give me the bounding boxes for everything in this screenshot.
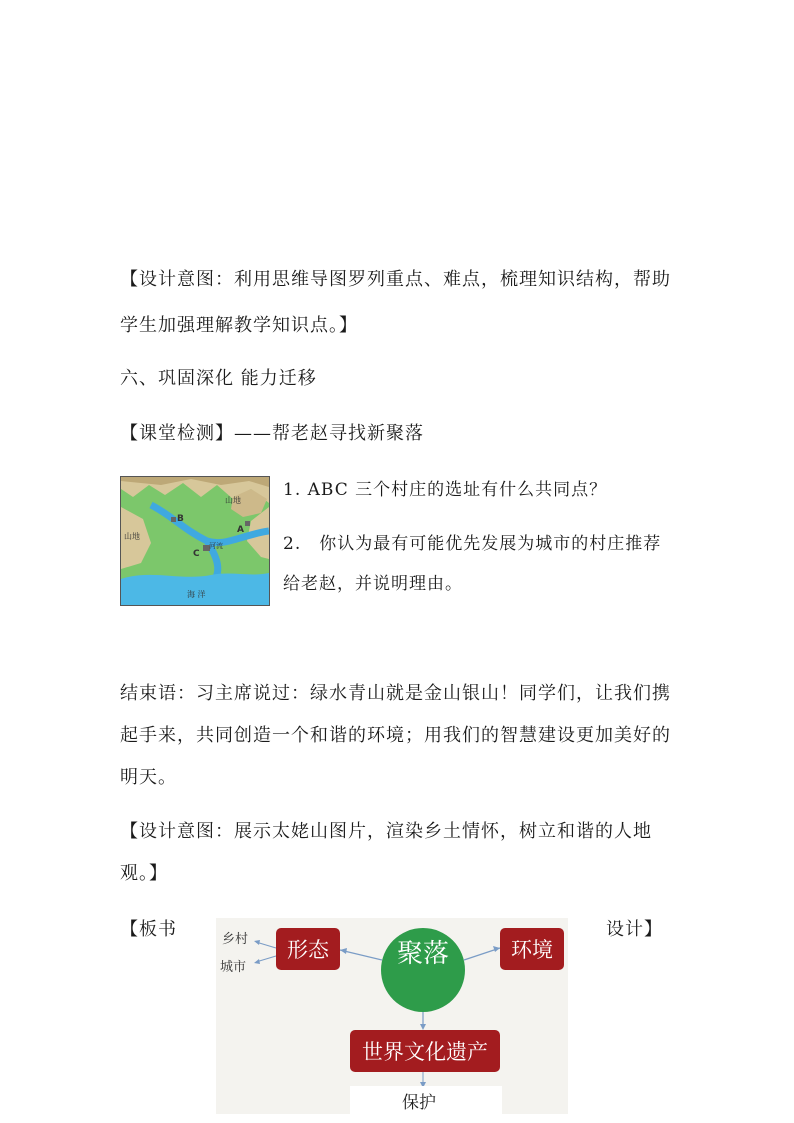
- board-mindmap: [216, 918, 568, 1114]
- map-label-ocean: 海 洋: [187, 590, 206, 599]
- village-map-image: [120, 476, 270, 606]
- leaf-city: 城市: [220, 960, 247, 975]
- closing-line-2: 起手来，共同创造一个和谐的环境；用我们的智慧建设更加美好的: [120, 725, 671, 746]
- node-environment: 环境: [500, 928, 564, 970]
- design-intent-line-1: 【设计意图：利用思维导图罗列重点、难点，梳理知识结构，帮助: [120, 269, 671, 290]
- design-intent-line-2: 学生加强理解教学知识点。】: [120, 315, 358, 336]
- map-label-mountain-left: 山地: [124, 532, 140, 541]
- map-label-c: C: [193, 549, 200, 559]
- question-1: 1. ABC 三个村庄的选址有什么共同点？: [283, 480, 608, 500]
- design-intent-2-line-2: 观。】: [120, 863, 168, 884]
- closing-line-1: 结束语：习主席说过：绿水青山就是金山银山！同学们，让我们携: [120, 683, 671, 704]
- leaf-village: 乡村: [222, 932, 249, 947]
- board-design-prefix: 【板书: [120, 919, 177, 940]
- map-label-a: A: [237, 525, 244, 535]
- closing-line-3: 明天。: [120, 767, 177, 788]
- question-2-line-1: 2. 你认为最有可能优先发展为城市的村庄推荐: [283, 534, 662, 554]
- center-node: 聚落: [396, 939, 449, 969]
- leaf-protect: 保护: [402, 1093, 436, 1113]
- class-check-title: 【课堂检测】——帮老赵寻找新聚落: [120, 423, 424, 444]
- map-label-mountain-top: 山地: [225, 496, 241, 505]
- board-design-suffix: 设计】: [606, 919, 663, 940]
- design-intent-2-line-1: 【设计意图：展示太姥山图片，渲染乡土情怀，树立和谐的人地: [120, 821, 652, 842]
- node-world-heritage: 世界文化遗产: [350, 1030, 500, 1072]
- section-heading: 六、巩固深化 能力迁移: [120, 368, 317, 389]
- node-form: 形态: [276, 928, 340, 970]
- question-2-line-2: 给老赵，并说明理由。: [283, 574, 463, 594]
- map-label-b: B: [177, 514, 184, 524]
- map-label-river: 河流: [209, 542, 223, 550]
